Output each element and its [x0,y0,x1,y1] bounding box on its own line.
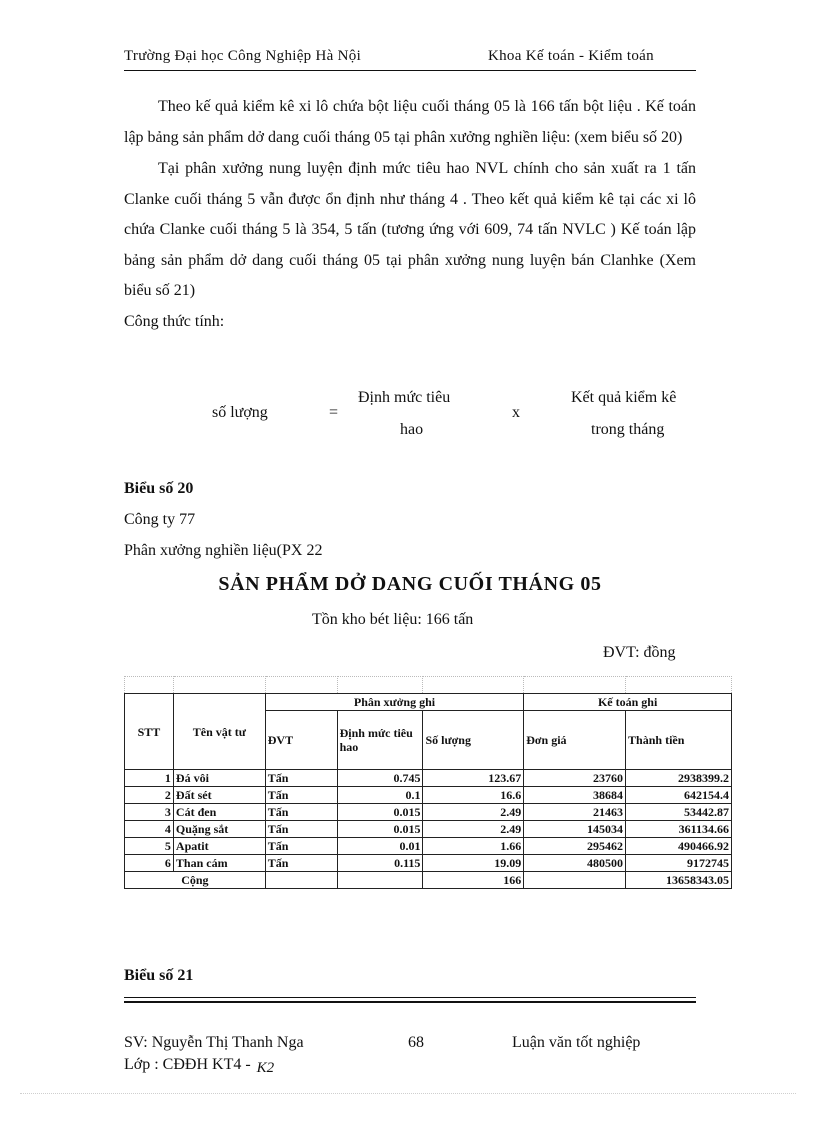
header-school: Trường Đại học Công Nghiệp Hà Nội [124,48,362,64]
cell-stt: 2 [125,787,174,804]
table-group-header [125,694,732,711]
formula-a-top: Định mức tiêu [358,389,451,406]
table-row [125,855,732,872]
footer-page-number: 68 [408,1034,424,1051]
footer-class-label: Lớp : CĐĐH KT4 - [124,1056,251,1073]
paragraph-2: Tại phân xưởng nung luyện định mức tiêu hao NVL chính cho sản xuất ra 1 tấn Clanke cuối tháng 5 vẫn được ổn định như tháng 4 . Theo kết quả kiểm kê tại các xi lô chứa Clanke cuối tháng 5 là 354, 5 tấn (tương ứng với 609, 74 tấn NVLC ) Kế toán lập bảng sản phẩm dở dang cuối tháng 05 tại phân xưởng nung luyện bán Clanhke (Xem biểu số 21) [124,160,696,299]
footer-class-suffix: K2 [256,1060,275,1076]
cell-dvt: Tấn [265,787,337,804]
cell-stt: 1 [125,770,174,787]
bieu20-heading: Biểu số 20 [124,480,194,497]
formula-lhs: số lượng [212,404,268,421]
formula-times: x [512,404,520,421]
cell-dvt: Tấn [265,838,337,855]
cell-dvt: Tấn [265,855,337,872]
table-row [125,804,732,821]
total-sl: 166 [423,872,524,889]
cell-dg: 23760 [524,770,626,787]
cell-tt: 9172745 [626,855,732,872]
wip-table [124,676,732,889]
header-dm: Định mức tiêu hao [337,711,423,770]
bieu21-heading: Biểu số 21 [124,967,194,984]
cell-dg: 480500 [524,855,626,872]
header-stt: STT [125,694,174,770]
cell-name: Apatit [173,838,265,855]
header-sl: Số lượng [423,711,524,770]
paragraph-1: Theo kế quả kiểm kê xi lô chứa bột liệu cuối tháng 05 là 166 tấn bột liệu . Kế toán lập bảng sản phẩm dở dang cuối tháng 05 tại phân xưởng nghiền liệu: (xem biểu số 20) [124,98,696,146]
cell-tt: 642154.4 [626,787,732,804]
cell-sl: 123.67 [423,770,524,787]
cell-sl: 19.09 [423,855,524,872]
cell-dm: 0.015 [337,821,423,838]
table-total-row [125,872,732,889]
header-name: Tên vật tư [173,694,265,770]
table-subtitle: Tồn kho bét liệu: 166 tấn [312,611,474,628]
header-tt: Thành tiền [626,711,732,770]
cell-dm: 0.015 [337,804,423,821]
table-title: SẢN PHẨM DỞ DANG CUỐI THÁNG 05 [218,573,602,595]
cell-name: Đá vôi [173,770,265,787]
cell-sl: 1.66 [423,838,524,855]
cell-empty [265,872,337,889]
header-group-kt: Kế toán ghi [524,694,732,711]
table-row [125,787,732,804]
cell-stt: 4 [125,821,174,838]
footer-class [124,1056,274,1074]
cell-stt: 3 [125,804,174,821]
cell-name: Đất sét [173,787,265,804]
table-row [125,821,732,838]
cell-sl: 2.49 [423,821,524,838]
formula-label: Công thức tính: [124,312,225,330]
workshop-name: Phân xưởng nghiền liệu(PX 22 [124,542,323,559]
cell-stt: 6 [125,855,174,872]
grid-row [125,677,732,694]
page-bottom-border [20,1093,796,1094]
cell-sl: 16.6 [423,787,524,804]
cell-dvt: Tấn [265,821,337,838]
table-row [125,770,732,787]
cell-name: Cát đen [173,804,265,821]
formula-b-top: Kết quả kiểm kê [571,389,677,406]
cell-tt: 490466.92 [626,838,732,855]
footer-divider-thin [124,997,696,998]
cell-dg: 21463 [524,804,626,821]
header-faculty: Khoa Kế toán - Kiểm toán [488,48,654,64]
cell-tt: 2938399.2 [626,770,732,787]
cell-name: Quặng sắt [173,821,265,838]
footer-thesis: Luận văn tốt nghiệp [512,1034,641,1051]
header-group-px: Phân xưởng ghi [265,694,523,711]
formula-a-bottom: hao [400,421,424,438]
cell-tt: 361134.66 [626,821,732,838]
cell-tt: 53442.87 [626,804,732,821]
cell-dg: 38684 [524,787,626,804]
table-row [125,838,732,855]
cell-dvt: Tấn [265,804,337,821]
cell-dm: 0.01 [337,838,423,855]
footer-divider-thick [124,1001,696,1003]
total-tt: 13658343.05 [626,872,732,889]
footer-student: SV: Nguyễn Thị Thanh Nga [124,1034,304,1051]
cell-dm: 0.1 [337,787,423,804]
body-text [124,92,696,337]
header-divider [124,70,696,71]
header-dg: Đơn giá [524,711,626,770]
company-name: Công ty 77 [124,511,196,528]
cell-stt: 5 [125,838,174,855]
formula-equals: = [329,404,339,421]
cell-empty [337,872,423,889]
unit-label: ĐVT: đồng [603,644,676,661]
cell-dvt: Tấn [265,770,337,787]
cell-empty [524,872,626,889]
header-dvt: ĐVT [265,711,337,770]
cell-dg: 295462 [524,838,626,855]
total-label: Cộng [125,872,266,889]
cell-sl: 2.49 [423,804,524,821]
cell-dg: 145034 [524,821,626,838]
cell-dm: 0.115 [337,855,423,872]
formula-b-bottom: trong tháng [591,421,665,438]
cell-name: Than cám [173,855,265,872]
cell-dm: 0.745 [337,770,423,787]
